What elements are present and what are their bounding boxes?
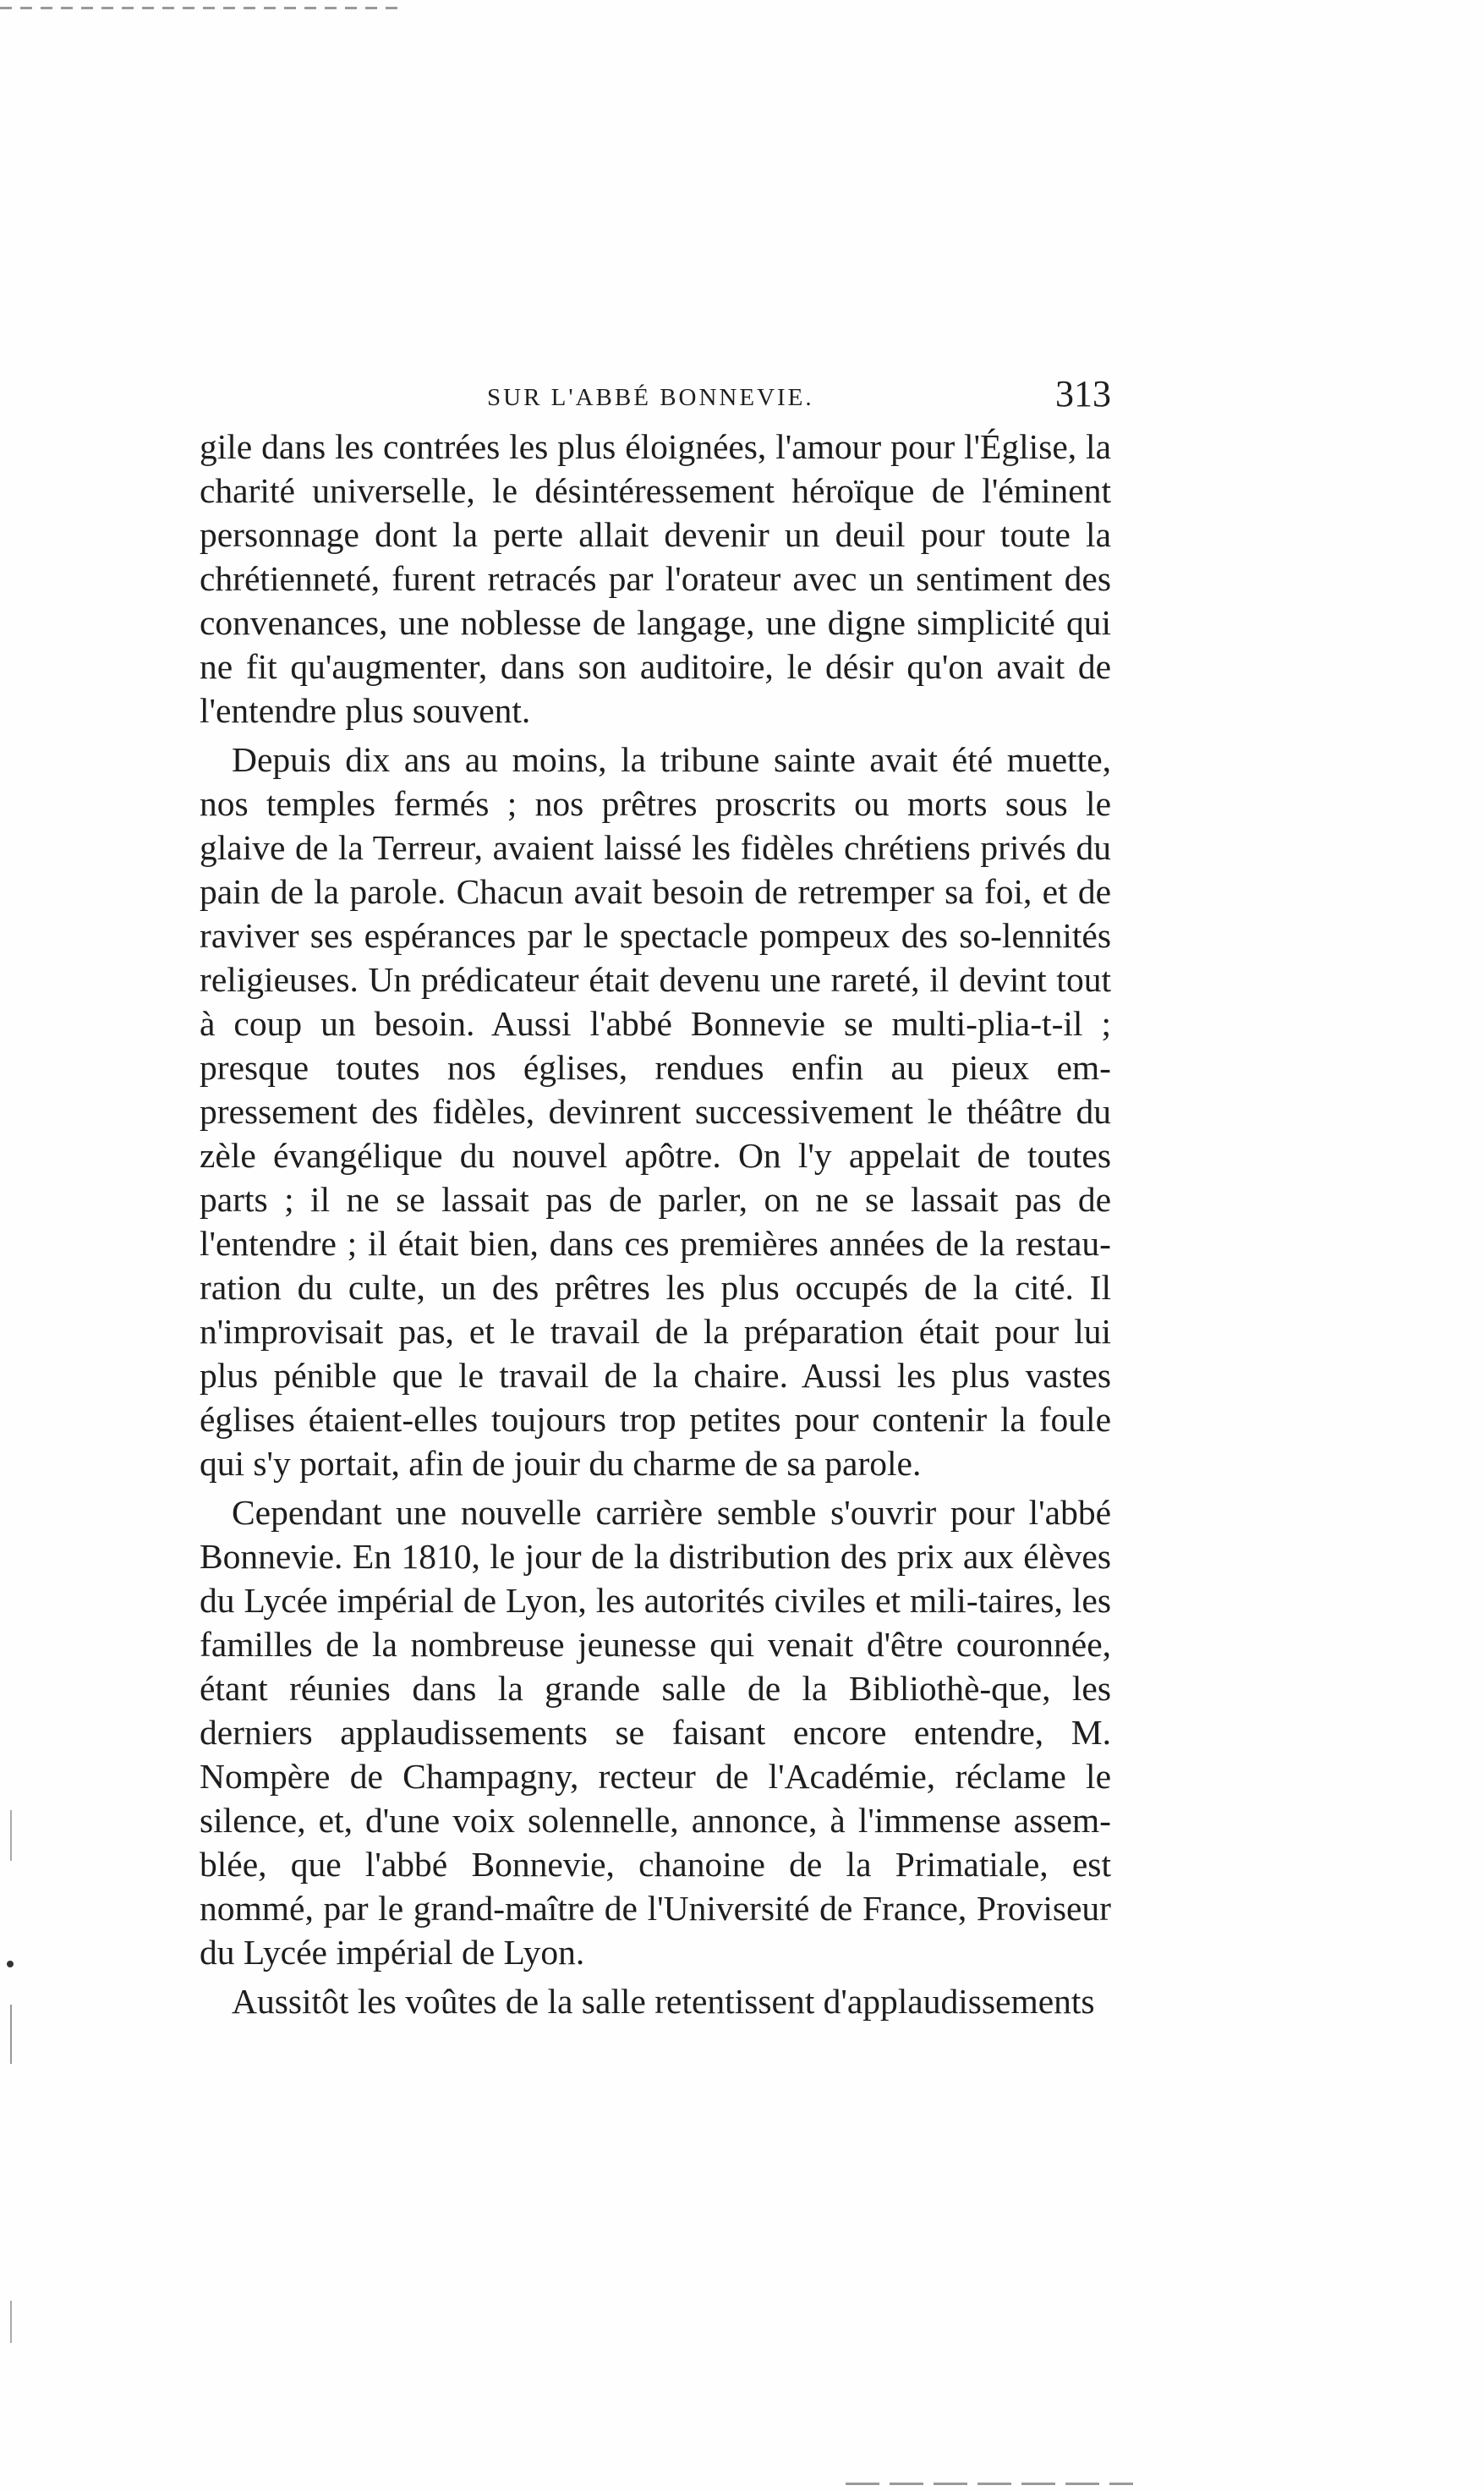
page-number: 313 bbox=[1055, 373, 1111, 414]
paragraph: Depuis dix ans au moins, la tribune sainte avait été muette, nos temples fermés ; nos prêtres proscrits ou morts sous le glaive de la Terreur, avaient laissé les fidèles chrétiens privés du pain de la parole. Chacun avait besoin de retremper sa foi, et de raviver ses espérances par le spectacle pompeux des so-lennités religieuses. Un prédicateur était devenu une rareté, il devint tout à coup un besoin. Aussi l'abbé Bonnevie se multi-plia-t-il ; presque toutes nos églises, rendues enfin au pieux em-pressement des fidèles, devinrent successivement le théâtre du zèle évangélique du nouvel apôtre. On l'y appelait de toutes parts ; il ne se lassait pas de parler, on ne se lassait pas de l'entendre ; il était bien, dans ces premières années de la restau-ration du culte, un des prêtres les plus occupés de la cité. Il n'improvisait pas, et le travail de la préparation était pour lui plus pénible que le travail de la chaire. Aussi les plus vastes églises étaient-elles toujours trop petites pour contenir la foule qui s'y portait, afin de jouir du charme de sa parole. bbox=[200, 740, 1111, 1483]
paragraph: gile dans les contrées les plus éloignées, l'amour pour l'Église, la charité universelle, le désintéressement héroïque de l'éminent personnage dont la perte allait devenir un deuil pour toute la chrétienneté, furent retracés par l'orateur avec un sentiment des convenances, une noblesse de langage, une digne simplicité qui ne fit qu'augmenter, dans son auditoire, le désir qu'on avait de l'entendre plus souvent. bbox=[200, 427, 1111, 730]
scan-edge-mark bbox=[846, 2483, 1133, 2485]
scan-edge-mark bbox=[10, 1810, 12, 1861]
scan-edge-mark bbox=[10, 2005, 12, 2064]
body-text bbox=[200, 425, 1111, 2023]
running-title: SUR L'ABBÉ BONNEVIE. bbox=[487, 384, 814, 411]
scan-edge-mark bbox=[10, 2301, 12, 2343]
running-head bbox=[200, 372, 1111, 423]
paragraph: Cependant une nouvelle carrière semble s'ouvrir pour l'abbé Bonnevie. En 1810, le jour de la distribution des prix aux élèves du Lycée impérial de Lyon, les autorités civiles et mili-taires, les familles de la nombreuse jeunesse qui venait d'être couronnée, étant réunies dans la grande salle de la Bibliothè-que, les derniers applaudissements se faisant encore entendre, M. Nompère de Champagny, recteur de l'Académie, réclame le silence, et, d'une voix solennelle, annonce, à l'immense assem-blée, que l'abbé Bonnevie, chanoine de la Primatiale, est nommé, par le grand-maître de l'Université de France, Proviseur du Lycée impérial de Lyon. bbox=[200, 1493, 1111, 1972]
scan-edge-mark bbox=[0, 7, 397, 9]
scan-dot-mark bbox=[7, 1961, 14, 1967]
paragraph: Aussitôt les voûtes de la salle retentissent d'applaudissements bbox=[232, 1982, 1095, 2021]
